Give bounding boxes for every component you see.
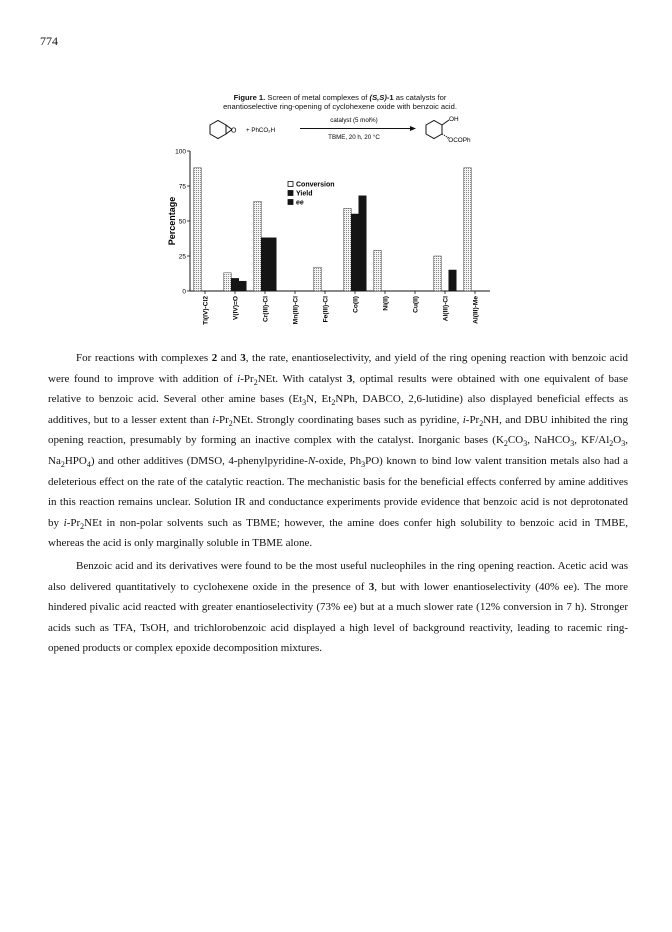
x-category-label: Co(II): [352, 296, 360, 313]
arrow-bottom-label: TBME, 20 h, 20 °C: [328, 134, 380, 141]
y-tick-label: 0: [182, 288, 186, 296]
text-run: 2: [331, 398, 336, 408]
text-run: 3: [240, 352, 246, 364]
text-run: , NaHCO: [527, 434, 571, 447]
x-category-label: Mn(III)-Cl: [292, 296, 300, 325]
epoxide-o-label: O: [231, 127, 237, 135]
reagent-label: + PhCO₂H: [246, 127, 276, 134]
text-run: CO: [507, 434, 524, 447]
caption-compound: -1: [386, 93, 394, 102]
text-run: 3: [361, 460, 366, 470]
text-run: , KF/Al: [574, 434, 610, 447]
bar-ee-8: [449, 270, 457, 291]
page-number: 774: [40, 34, 58, 48]
text-run: , but with lower enantioselectivity (40% ee). The more hindered pivalic acid reacted with greater enantioselectivity (73% ee) but at a much slower rate (12% conversion in 7 h). Stronger acids such as TFA, TsOH, and trichlorobenzoic acid displayed a high level of background reactivity, leading to racemic ring-opened products or complex epoxide decomposition mixtures.: [48, 580, 628, 655]
legend-swatch-conversion: [288, 182, 293, 187]
caption-text-end: as catalysts for: [393, 93, 447, 102]
product-structure: [426, 120, 449, 139]
text-run: 3: [346, 372, 353, 385]
x-category-label: Al(III)-Me: [472, 296, 480, 324]
x-category-label: Cu(II): [412, 296, 420, 313]
bar-conversion-9: [464, 168, 472, 291]
legend-label-yield: Yield: [296, 190, 313, 198]
bar-conversion-5: [344, 208, 352, 291]
bar-ee-5: [359, 196, 367, 291]
y-axis-label: Percentage: [167, 196, 177, 246]
text-run: -Pr: [465, 413, 480, 426]
text-run: i: [462, 413, 466, 426]
bar-yield-2: [261, 238, 269, 291]
text-run: -Pr: [215, 413, 229, 426]
legend-label-conversion: Conversion: [296, 181, 335, 189]
text-run: 2: [80, 521, 85, 531]
text-run: i: [63, 516, 67, 529]
text-run: i: [212, 413, 216, 426]
bar-conversion-8: [434, 256, 442, 291]
text-run: 4: [86, 460, 91, 470]
text-run: 3: [523, 439, 528, 449]
x-category-label: Al(III)-Cl: [442, 296, 450, 322]
figure-1: [160, 93, 500, 325]
bar-ee-2: [269, 238, 277, 291]
text-run: 2: [609, 439, 614, 449]
text-run: , optimal results were obtained with one equivalent of base relative to benzoic acid. Several other amine bases (Et: [48, 372, 628, 406]
reaction-scheme: [160, 111, 500, 145]
body-text: [48, 348, 628, 659]
text-run: NEt. Strongly coordinating bases such as pyridine,: [232, 413, 463, 426]
product-oh-label: OH: [449, 116, 459, 123]
x-category-label: Ni(II): [382, 296, 390, 311]
text-run: PO) known to bind low valent transition metals also had a deleterious effect on the rate of the catalytic reaction. The mechanistic basis for the beneficial effects conferred by amine additives in this reaction remains unclear. Solution IR and conductance experiments provide evidence that benzoic acid is not deprotonated by: [48, 454, 628, 529]
bar-conversion-4: [314, 267, 322, 291]
text-run: NEt. With catalyst: [257, 372, 347, 385]
paragraph-2: [48, 556, 628, 659]
x-category-label: Ti(IV)-Cl2: [202, 296, 210, 325]
legend-swatch-yield: [288, 191, 293, 196]
text-run: i: [237, 372, 241, 385]
text-run: 3: [302, 398, 307, 408]
bar-yield-5: [351, 214, 359, 291]
caption-stereo: (S,S): [369, 93, 387, 102]
product-ester-label: 'OCOPh: [447, 137, 471, 144]
bar-chart: [160, 148, 500, 343]
text-run: ) and other additives (DMSO, 4-phenylpyridine-: [90, 454, 308, 467]
bar-conversion-1: [224, 273, 232, 291]
text-run: N: [307, 454, 316, 467]
text-run: -Pr: [240, 372, 254, 385]
caption-line-2: enantioselective ring-opening of cyclohexene oxide with benzoic acid.: [223, 102, 457, 111]
text-run: 3: [570, 439, 575, 449]
paragraph-1: [48, 348, 628, 554]
bar-conversion-0: [194, 168, 202, 291]
text-run: , the rate, enantioselectivity, and yield of the ring opening reaction with benzoic acid were found to improve with addition of: [48, 352, 628, 385]
text-run: NH, and DBU inhibited the ring opening reaction, presumably by forming an inactive complex with the catalyst. Inorganic bases (K: [48, 413, 628, 447]
y-tick-label: 50: [178, 218, 186, 226]
cyclohexene-oxide-structure: [210, 121, 232, 139]
text-run: -oxide, Ph: [315, 454, 362, 467]
text-run: NEt in non-polar solvents such as TBME; however, the amine does confer high solubility to benzoic acid in TMBE, whereas the acid is only marginally soluble in TBME alone.: [48, 516, 629, 550]
text-run: 2: [228, 418, 233, 428]
text-run: N, Et: [306, 393, 332, 406]
text-run: , Na: [48, 434, 628, 467]
text-run: 2: [479, 418, 484, 428]
text-run: HPO: [64, 454, 87, 467]
text-run: 2: [253, 377, 258, 387]
figure-caption: [180, 93, 500, 111]
text-run: 2: [211, 352, 218, 364]
text-run: 3: [621, 439, 626, 449]
bar-yield-1: [231, 278, 239, 291]
legend-label-ee: ee: [296, 199, 304, 207]
y-tick-label: 100: [175, 148, 186, 156]
bar-conversion-2: [254, 201, 262, 291]
y-tick-label: 75: [178, 183, 186, 191]
text-run: 2: [503, 439, 508, 449]
text-run: -Pr: [66, 516, 81, 529]
arrow-top-label: catalyst (5 mol%): [330, 117, 378, 124]
text-run: Benzoic acid and its derivatives were found to be the most useful nucleophiles in the ring opening reaction. Acetic acid was also delivered quantitatively to cyclohexene oxide in the presence of: [48, 559, 628, 593]
y-tick-label: 25: [178, 253, 186, 261]
bar-ee-1: [239, 281, 247, 291]
legend-swatch-ee: [288, 200, 293, 205]
text-run: For reactions with complexes: [76, 352, 212, 364]
text-run: 3: [368, 580, 375, 593]
x-category-label: Cr(III)-Cl: [262, 296, 270, 323]
x-category-label: V(IV)=O: [232, 296, 240, 320]
text-run: 2: [60, 460, 65, 470]
arrow-head-icon: [410, 126, 416, 131]
text-run: O: [613, 434, 622, 447]
bar-conversion-6: [374, 250, 382, 291]
text-run: NPh, DABCO, 2,6-lutidine) also displayed beneficial effects as additives, but to a lesser extent than: [48, 393, 628, 426]
x-category-label: Fe(III)-Cl: [322, 296, 330, 323]
caption-label: Figure 1.: [233, 93, 266, 102]
text-run: and: [217, 352, 241, 364]
caption-text: Screen of metal complexes of: [267, 93, 370, 102]
